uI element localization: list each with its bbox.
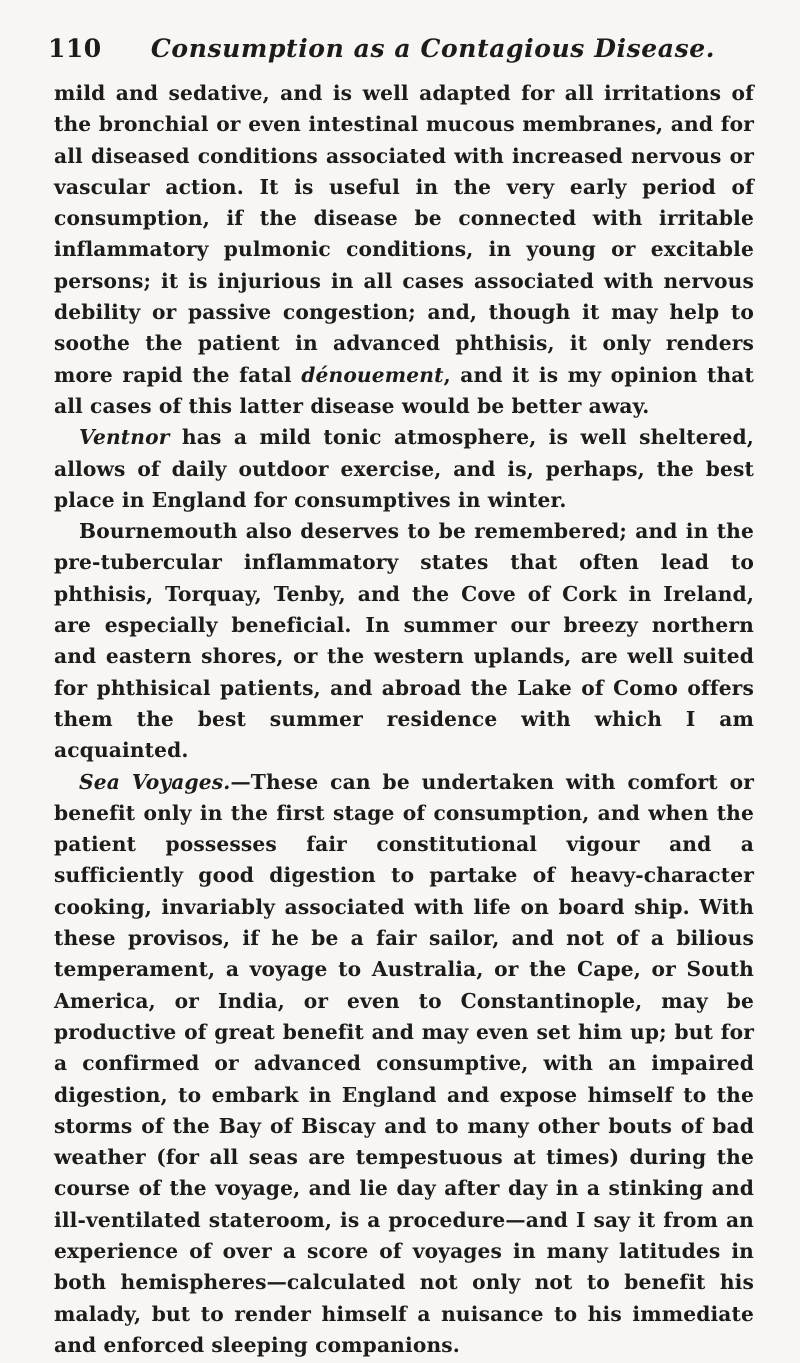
paragraph-text: Bournemouth also deserves to be remembered; and in the pre-tubercular inflammatory states that often lead to phthisis, Torquay, Tenby, and the Cove of Cork in Ireland, are especially beneficial. In summer our breezy northern and eastern shores, or the western uplands, are well suited for phthisical patients, and abroad the Lake of Como offers them the best summer residence with which I am acquainted. <box>54 519 754 763</box>
paragraph-text: has a mild tonic atmosphere, is well sheltered, allows of daily outdoor exercise, and is, perhaps, the best place in England for consumptives in winter. <box>54 425 754 512</box>
paragraph-ventnor <box>54 422 754 516</box>
paragraph-text: —These can be undertaken with comfort or benefit only in the first stage of consumption, and when the patient possesses fair constitutional vigour and a sufficiently good digestion to partake of heavy-character cooking, invariably associated with life on board ship. With these provisos, if he be a fair sailor, and not of a bilious temperament, a voyage to Australia, or the Cape, or South America, or India, or even to Constantinople, may be productive of great benefit and may even set him up; but for a confirmed or advanced consumptive, with an impaired digestion, to embark in England and expose himself to the storms of the Bay of Biscay and to many other bouts of bad weather (for all seas are tempestuous at times) during the course of the voyage, and lie day after day in a stinking and ill-ventilated stateroom, is a procedure—and I say it from an experience of over a score of voyages in many latitudes in both hemispheres—calculated not only not to benefit his malady, but to render himself a nuisance to his immediate and enforced sleeping companions. <box>54 769 754 1357</box>
body-text <box>54 78 754 1361</box>
paragraph-text: mild and sedative, and is well adapted for all irritations of the bronchial or even intestinal mucous membranes, and for all diseased conditions associated with increased nervous or vascular action. It is useful in the very early period of consumption, if the disease be connected with irritable inflammatory pulmonic conditions, in young or excitable persons; it is injurious in all cases associated with nervous debility or passive congestion; and, though it may help to soothe the patient in advanced phthisis, it only renders more rapid the fatal <box>54 81 754 387</box>
paragraph-bournemouth <box>54 516 754 766</box>
paragraph-expectorants <box>54 78 754 422</box>
paragraph-lead: Sea Voyages. <box>79 769 231 794</box>
italic-term: dénouement <box>301 362 444 387</box>
paragraph-lead: Ventnor <box>79 425 170 450</box>
page-number: 110 <box>48 34 102 63</box>
running-title: Consumption as a Contagious Disease. <box>150 34 716 63</box>
paragraph-sea-voyages <box>54 767 754 1362</box>
page-header <box>48 34 748 78</box>
paragraph-text-continued: , and it is my opinion that all cases of this latter disease would be better away. <box>54 362 754 418</box>
